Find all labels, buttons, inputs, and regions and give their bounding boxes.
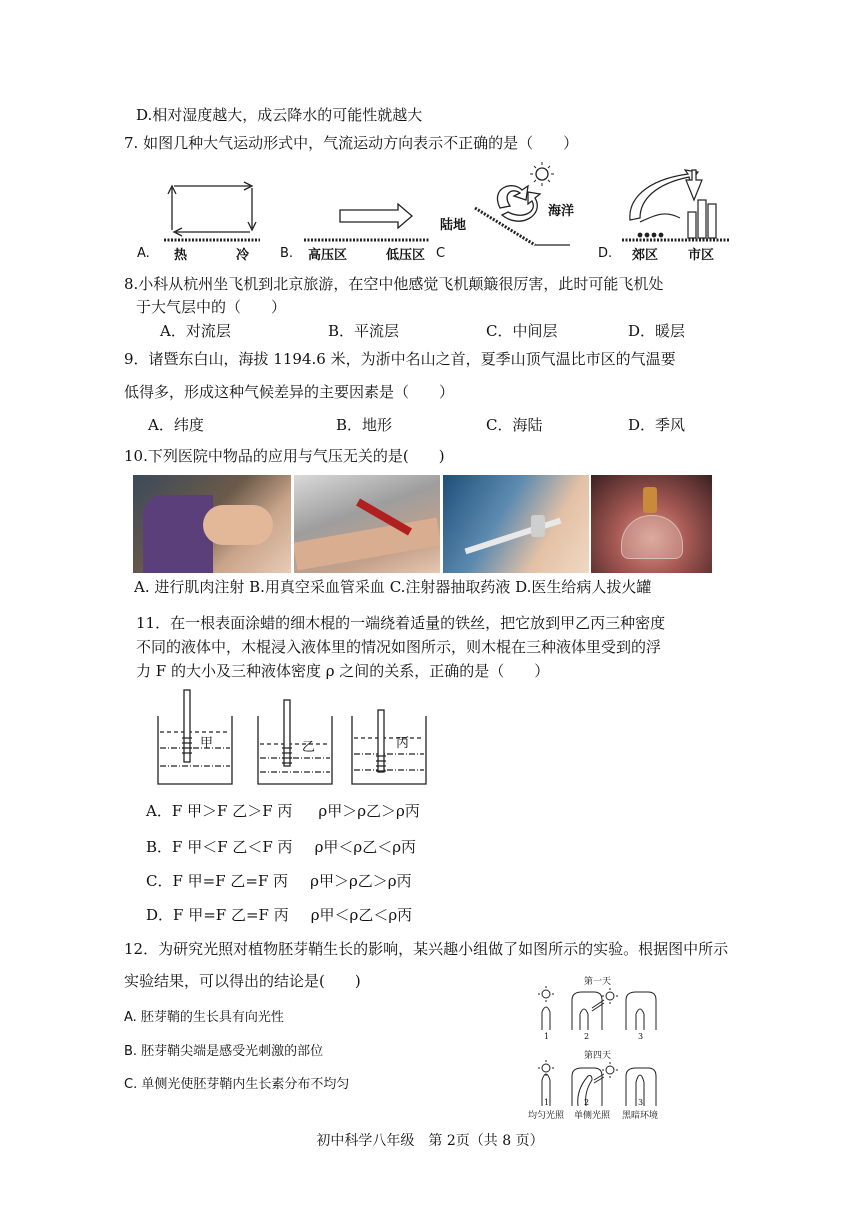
q12-cond-uniform: 均匀光照 [528, 1111, 565, 1121]
q12-num-2-top: 2 [584, 1032, 590, 1041]
q11-stem-line1: 11．在一根表面涂蜡的细木棍的一端绕着适量的铁丝，把它放到甲乙丙三种密度 [136, 614, 666, 632]
q9-option-c: C．海陆 [486, 416, 543, 434]
q8-option-b: B．平流层 [328, 322, 400, 340]
q7-d-suburb: 郊区 [632, 248, 659, 263]
q7-option-a: A. [137, 246, 150, 261]
q7-b-low: 低压区 [386, 248, 426, 263]
q7-a-cold: 冷 [236, 248, 250, 263]
q11-option-c-force: F 甲=F 乙=F 丙 [172, 872, 289, 890]
q11-label-jia: 甲 [200, 736, 214, 751]
q9-option-a: A．纬度 [148, 416, 204, 434]
q11-option-c-density: ρ甲＞ρ乙＞ρ丙 [310, 872, 412, 890]
q11-option-a-force: F 甲＞F 乙＞F 丙 [171, 802, 293, 820]
q12-stem-line1: 12．为研究光照对植物胚芽鞘生长的影响，某兴趣小组做了如图所示的实验。根据图中所示 [124, 940, 729, 958]
q11-option-c [146, 870, 412, 891]
q10-caption: A. 进行肌肉注射 B.用真空采血管采血 C.注射器抽取药液 D.医生给病人拔火罐 [134, 578, 652, 596]
q9-stem-line2: 低得多，形成这种气候差异的主要因素是（ ） [124, 383, 455, 401]
q11-label-bing: 丙 [396, 736, 410, 751]
q11-beakers [150, 686, 430, 790]
q12-day1-label: 第一天 [584, 977, 612, 987]
q9-stem-line1: 9．诸暨东白山，海拔 1194.6 米，为浙中名山之首，夏季山顶气温比市区的气温要 [124, 350, 676, 368]
q11-option-b-density: ρ甲＜ρ乙＜ρ丙 [314, 838, 417, 856]
page-footer: 初中科学八年级 第 2页（共 8 页） [316, 1133, 544, 1149]
q12-stem-line2: 实验结果，可以得出的结论是( ) [124, 972, 361, 990]
q12-option-a: A. 胚芽鞘的生长具有向光性 [124, 1010, 284, 1025]
photo-vacuum-blood-tube [294, 475, 440, 573]
photo-intramuscular-injection [133, 475, 291, 573]
q11-option-d-density: ρ甲＜ρ乙＜ρ丙 [310, 906, 413, 924]
q12-num-2-bottom: 2 [584, 1098, 590, 1107]
q8-option-d: D．暖层 [628, 322, 686, 340]
q11-stem-line2: 不同的液体中，木棍浸入液体里的情况如图所示，则木棍在三种液体里受到的浮 [136, 638, 662, 656]
q11-option-a-letter: A． [146, 802, 172, 820]
q12-num-3-top: 3 [638, 1032, 644, 1041]
q12-num-1-bottom: 1 [544, 1098, 550, 1107]
q11-figure [150, 686, 430, 790]
q8-stem-line2: 于大气层中的（ ） [136, 298, 287, 316]
q11-option-b-letter: B． [146, 838, 173, 856]
q7-option-d: D. [598, 246, 613, 261]
q7-figure [137, 160, 740, 270]
q12-option-b: B. 胚芽鞘尖端是感受光刺激的部位 [124, 1044, 324, 1059]
q12-num-3-bottom: 3 [638, 1098, 644, 1107]
q11-option-a-density: ρ甲＞ρ乙＞ρ丙 [318, 802, 420, 820]
q11-option-d [146, 904, 412, 925]
q9-option-b: B．地形 [336, 416, 393, 434]
q11-option-a [146, 800, 420, 821]
q11-option-c-letter: C． [146, 872, 173, 890]
q12-option-c: C. 单侧光使胚芽鞘内生长素分布不均匀 [124, 1077, 350, 1092]
q11-stem-line3: 力 F 的大小及三种液体密度 ρ 之间的关系，正确的是（ ） [136, 662, 550, 680]
photo-cupping [591, 475, 712, 573]
q12-figure [526, 970, 674, 1122]
q9-option-d: D．季风 [628, 416, 686, 434]
q11-option-d-letter: D． [146, 906, 174, 924]
q11-option-d-force: F 甲=F 乙=F 丙 [173, 906, 289, 924]
q7-b-high: 高压区 [308, 248, 348, 263]
q10-stem: 10.下列医院中物品的应用与气压无关的是( ) [124, 447, 445, 465]
q8-option-c: C．中间层 [486, 322, 558, 340]
q7-option-c: C [436, 246, 446, 261]
q12-num-1-top: 1 [544, 1032, 550, 1041]
q8-option-a: A．对流层 [160, 322, 231, 340]
q8-stem-line1: 8.小科从杭州坐飞机到北京旅游，在空中他感觉飞机颠簸很厉害，此时可能飞机处 [124, 275, 664, 293]
q7-d-city: 市区 [688, 248, 715, 263]
q7-option-b: B. [280, 246, 294, 261]
q12-day4-label: 第四天 [584, 1051, 612, 1061]
q12-cond-unilateral: 单侧光照 [574, 1111, 611, 1121]
q11-option-b-force: F 甲＜F 乙＜F 丙 [172, 838, 293, 856]
q7-c-sea: 海洋 [548, 204, 575, 219]
q11-option-b [146, 836, 416, 857]
q7-stem: 7. 如图几种大气运动形式中，气流运动方向表示不正确的是（ ） [124, 134, 579, 152]
q6-option-d: D.相对湿度越大，成云降水的可能性就越大 [136, 106, 423, 124]
q7-a-hot: 热 [174, 248, 188, 263]
q7-c-land: 陆地 [440, 218, 467, 233]
photo-syringe-drawing [443, 475, 589, 573]
q11-label-yi: 乙 [302, 740, 316, 755]
q12-cond-dark: 黑暗环境 [622, 1111, 659, 1121]
